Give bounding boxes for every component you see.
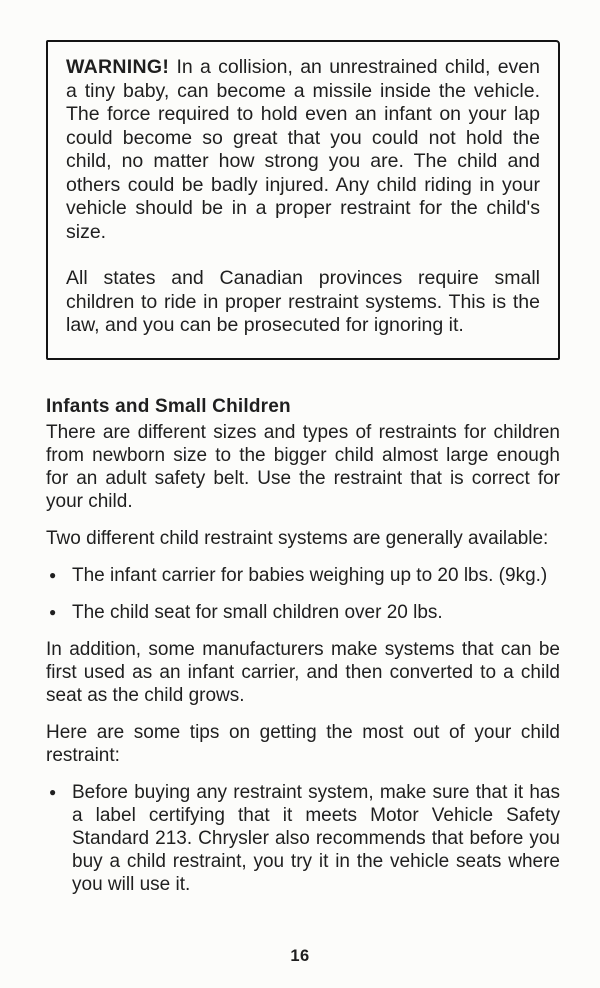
list-item: [46, 564, 560, 587]
bullet-icon: ●: [49, 567, 57, 582]
tips-list: [46, 781, 560, 896]
tips-intro-paragraph: Here are some tips on getting the most out of your child restraint:: [46, 721, 560, 766]
warning-box: [46, 40, 560, 360]
warning-paragraph-1-text: In a collision, an unrestrained child, even a tiny baby, can become a missile inside the vehicle. The force required to hold even an infant on your lap could become so great that you could not hold the child, no matter how strong you are. The child and others could be badly injured. Any child riding in your vehicle should be in a proper restraint for the child's size.: [66, 56, 540, 243]
warning-label: WARNING!: [66, 56, 170, 78]
bullet-icon: ●: [49, 784, 57, 799]
systems-intro-paragraph: Two different child restraint systems are generally available:: [46, 527, 549, 549]
list-item-text: The child seat for small children over 20 lbs.: [72, 601, 443, 623]
restraint-systems-list: [46, 564, 560, 624]
warning-paragraph-1: [66, 56, 540, 244]
list-item: [46, 781, 560, 896]
list-item: [46, 601, 560, 624]
list-item-text: The infant carrier for babies weighing up to 20 lbs. (9kg.): [72, 564, 548, 586]
list-item-text: Before buying any restraint system, make sure that it has a label certifying that it meets Motor Vehicle Safety Standard 213. Chrysler also recommends that before you buy a child restraint, you try it in the vehicle seats where you will use it.: [72, 781, 560, 895]
section-heading: Infants and Small Children: [46, 395, 291, 417]
page-number: 16: [290, 947, 310, 965]
intro-paragraph: There are different sizes and types of restraints for children from newborn size to the bigger child almost large enough for an adult safety belt. Use the restraint that is correct for your child.: [46, 421, 560, 512]
conversion-paragraph: In addition, some manufacturers make systems that can be first used as an infant carrier, and then converted to a child seat as the child grows.: [46, 638, 560, 706]
bullet-icon: ●: [49, 604, 57, 619]
warning-paragraph-2: All states and Canadian provinces require small children to ride in proper restraint systems. This is the law, and you can be prosecuted for ignoring it.: [66, 267, 540, 336]
